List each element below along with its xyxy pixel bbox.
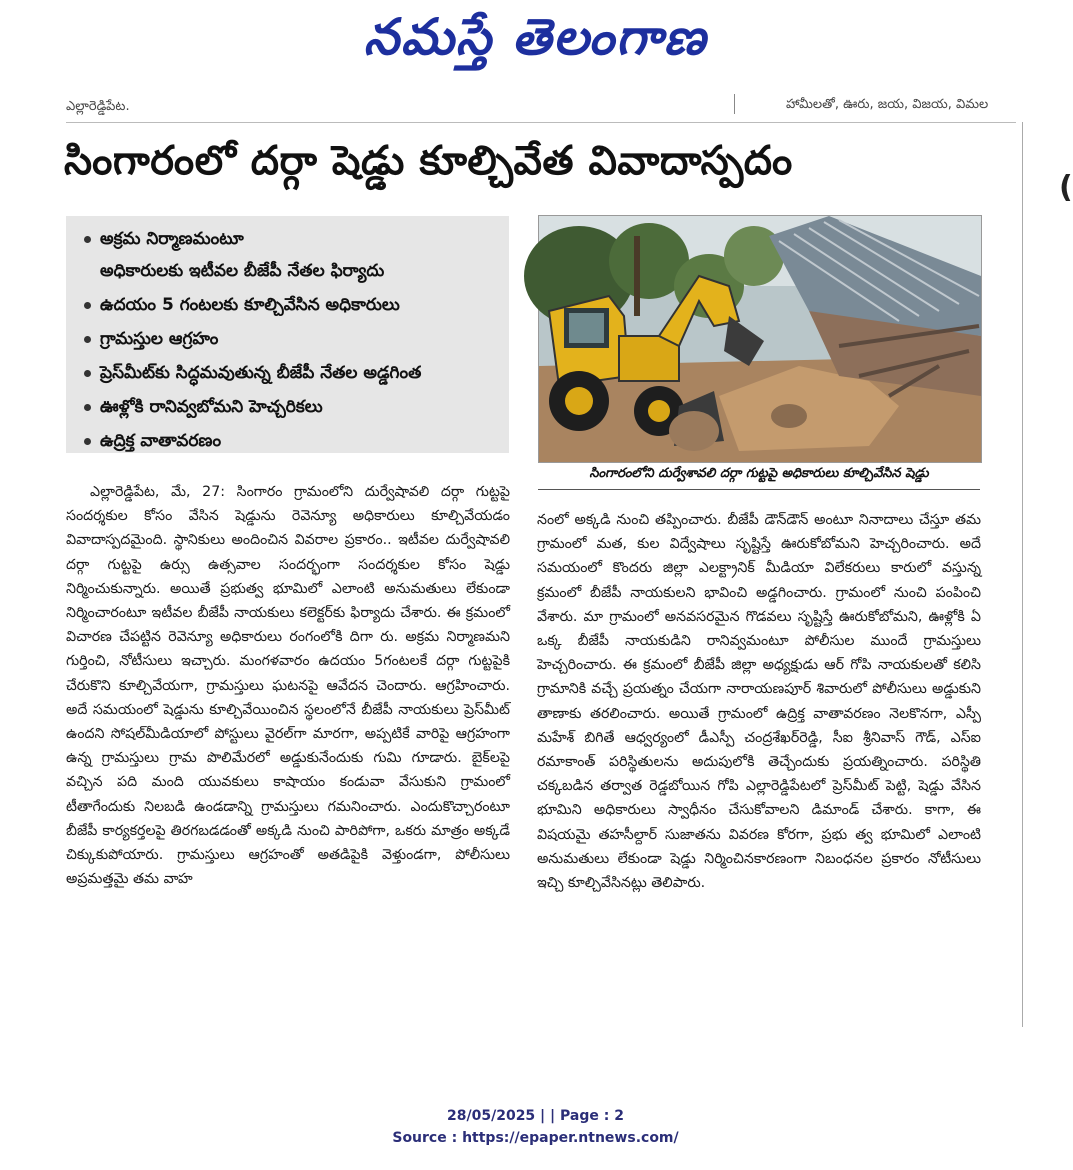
article-body-text: నంలో అక్కడి నుంచి తప్పించారు. బీజేపీ డౌన్‌డౌన్ అంటూ నినాదాలు చేస్తూ తమ గ్రామంలో మత, కుల విద్వేషాలు సృష్టిస్తే ఊరుకోబోమని హెచ్చరించారు. అదే సమయంలో కొందరు జిల్లా ఎలక్ట్రానిక్ మీడియా విలేకరులు కారులో వస్తున్న క్రమంలో బీజేపీ నాయకులని భావించి అడ్డగించారు. గ్రామంలో నుంచి పంపించి వేశారు. మా గ్రామంలో అనవసరమైన గొడవలు సృష్టిస్తే ఊరుకోబోమని, ఊళ్లోకి ఏ ఒక్క బీజేపీ నాయకుడిని రానివ్వమంటూ పోలీసుల ముందే గ్రామస్తులు హెచ్చరించారు. ఈ క్రమంలో బీజేపీ జిల్లా అధ్యక్షుడు ఆర్ గోపి నాయకులతో కలిసి గ్రామానికి వచ్చే ప్రయత్నం చేయగా నారాయణపూర్ శివారులో పోలీసులు అడ్డుకుని తాణాకు తరలించారు. అయితే గ్రామంలో ఉద్రిక్త వాతావరణం నెలకొనగా, ఎస్పీ మహేశ్ బిగితే ఆధ్వర్యంలో డీఎస్పీ చంద్రశేఖర్‌రెడ్డి, సీఐ శ్రీనివాస్ గౌడ్, ఎస్ఐ రమాకాంత్ పరిస్థితులను అదుపులోకి తెచ్చేందుకు ప్రయత్నించారు. పరిస్థితి చక్కబడిన తర్వాత రెడ్డబోయిన గోపి ఎల్లారెడ్డిపేటలో ప్రెస్‌మీట్ పెట్టి, షెడ్డు వేసిన భూమిని అధికారులు స్వాధీనం చేసుకోవాలని డిమాండ్ చేశారు. కాగా, ఈ విషయమై తహసీల్దార్ సుజాతను వివరణ కోరగా, ప్రభు త్వ భూమిలో ఎలాంటి అనుమతులు లేకుండా షెడ్డు నిర్మించినకారణంగా నిబంధనల ప్రకారం నోటీసులు ఇచ్చి కూల్చివేసినట్లు తెలిపారు. <box>537 512 981 892</box>
article-headline: సింగారంలో దర్గా షెడ్డు కూల్చివేత వివాదాస్పదం <box>64 138 793 184</box>
photo-caption: సింగారంలోని దుర్వేశావలి దర్గా గుట్టపై అధికారులు కూల్చివేసిన షెడ్డు <box>589 466 929 481</box>
section-rule <box>66 122 1016 123</box>
demolition-photo <box>538 215 982 463</box>
bullet-icon <box>84 302 91 309</box>
bullet-icon <box>84 336 91 343</box>
caption-rule <box>538 489 980 490</box>
bullet-icon <box>84 404 91 411</box>
column-divider <box>734 94 735 114</box>
article-column-2 <box>537 508 981 895</box>
highlight-item: ఉదయం 5 గంటలకు కూల్చివేసిన అధికారులు <box>84 288 509 322</box>
highlight-item: ఉద్రిక్త వాతావరణం <box>84 424 509 458</box>
newspaper-masthead: నమస్తే తెలంగాణ <box>363 8 708 66</box>
page-column-divider <box>1022 122 1023 1027</box>
bullet-icon <box>84 438 91 445</box>
highlights-box <box>66 216 509 453</box>
article-column-1 <box>66 480 510 891</box>
article-body-text: ఎల్లారెడ్డిపేట, మే, 27: సింగారం గ్రామంలోని దుర్వేషావలి దర్గా గుట్టపై సందర్శకుల కోసం వేసిన షెడ్డును రెవెన్యూ అధికారులు కూల్చివేయడం వివాదాస్పదమైంది. స్థానికులు అందించిన వివరాల ప్రకారం.. ఇటీవల దుర్వేషావలి దర్గా గుట్టపై ఉర్సు ఉత్సవాల సందర్భంగా సందర్శకుల కోసం షెడ్డు నిర్మించుకున్నారు. అయితే ప్రభుత్వ భూమిలో ఎలాంటి అనుమతులు లేకుండా నిర్మించారంటూ ఇటీవల బీజేపీ నాయకులు కలెక్టర్‌కు ఫిర్యాదు చేశారు. ఈ క్రమంలో విచారణ చేపట్టిన రెవెన్యూ అధికారులు రంగంలోకి దిగా రు. అక్రమ నిర్మాణమని గుర్తించి, నోటీసులు ఇచ్చారు. మంగళవారం ఉదయం 5గంటలకే దర్గా గుట్టపైకి చేరుకొని కూల్చివేయగా, గ్రామస్తులు ఘటనపై ఆవేదన చెందారు. ఆగ్రహించారు. అదే సమయంలో షెడ్డును కూల్చివేయించిన స్థలంలోనే బీజేపీ నాయకులు ప్రెస్‌మీట్ ఉందని సోషల్‌మీడియాలో పోస్టులు వైరల్‌గా మారగా, అప్పటికే వారిపై ఆగ్రహంగా ఉన్న గ్రామస్తులు గ్రామ పొలిమేరలో అడ్డుకునేందుకు గుమి గూడారు. బైక్‌లపై వచ్చిన పది మంది యువకులు కాషాయం కండువా వేసుకుని గ్రామంలో టీతాగేందుకు నిలబడి ఉండడాన్ని గ్రామస్తులు గమనించారు. ఎందుకొచ్చారంటూ బీజేపీ కార్యకర్తలపై తిరగబడడంతో అక్కడి నుంచి పారిపోగా, ఒకరు మాత్రం అక్కడే చిక్కుకుపోయారు. గ్రామస్తులు ఆగ్రహంతో అతడిపైకి వెళ్తుండగా, పోలీసులు అప్రమత్తమై తమ వాహ <box>66 484 510 888</box>
highlight-item-continuation: అధికారులకు ఇటీవల బీజేపీ నేతల ఫిర్యాదు <box>100 261 385 281</box>
bullet-icon <box>84 236 91 243</box>
footer-source: Source : https://epaper.ntnews.com/ <box>392 1130 679 1146</box>
footer-date-page: 28/05/2025 | | Page : 2 <box>447 1108 624 1124</box>
highlight-item: ఊళ్లోకి రానివ్వబోమని హెచ్చరికలు <box>84 390 509 424</box>
previous-article-fragment: ఎల్లారెడ్డిపేట. <box>66 99 130 114</box>
bullet-icon <box>84 370 91 377</box>
highlight-item: ప్రెస్‌మీట్‌కు సిద్ధమవుతున్న బీజేపీ నేతల అడ్డగింత <box>84 356 509 390</box>
adjacent-article-fragment: హామీలతో, ఊరు, జయ, విజయ, విమల <box>786 97 989 112</box>
highlight-item: గ్రామస్తుల ఆగ్రహం <box>84 322 509 356</box>
adjacent-headline-fragment: ( <box>1059 170 1073 205</box>
highlight-item: అక్రమ నిర్మాణమంటూ <box>84 222 509 256</box>
